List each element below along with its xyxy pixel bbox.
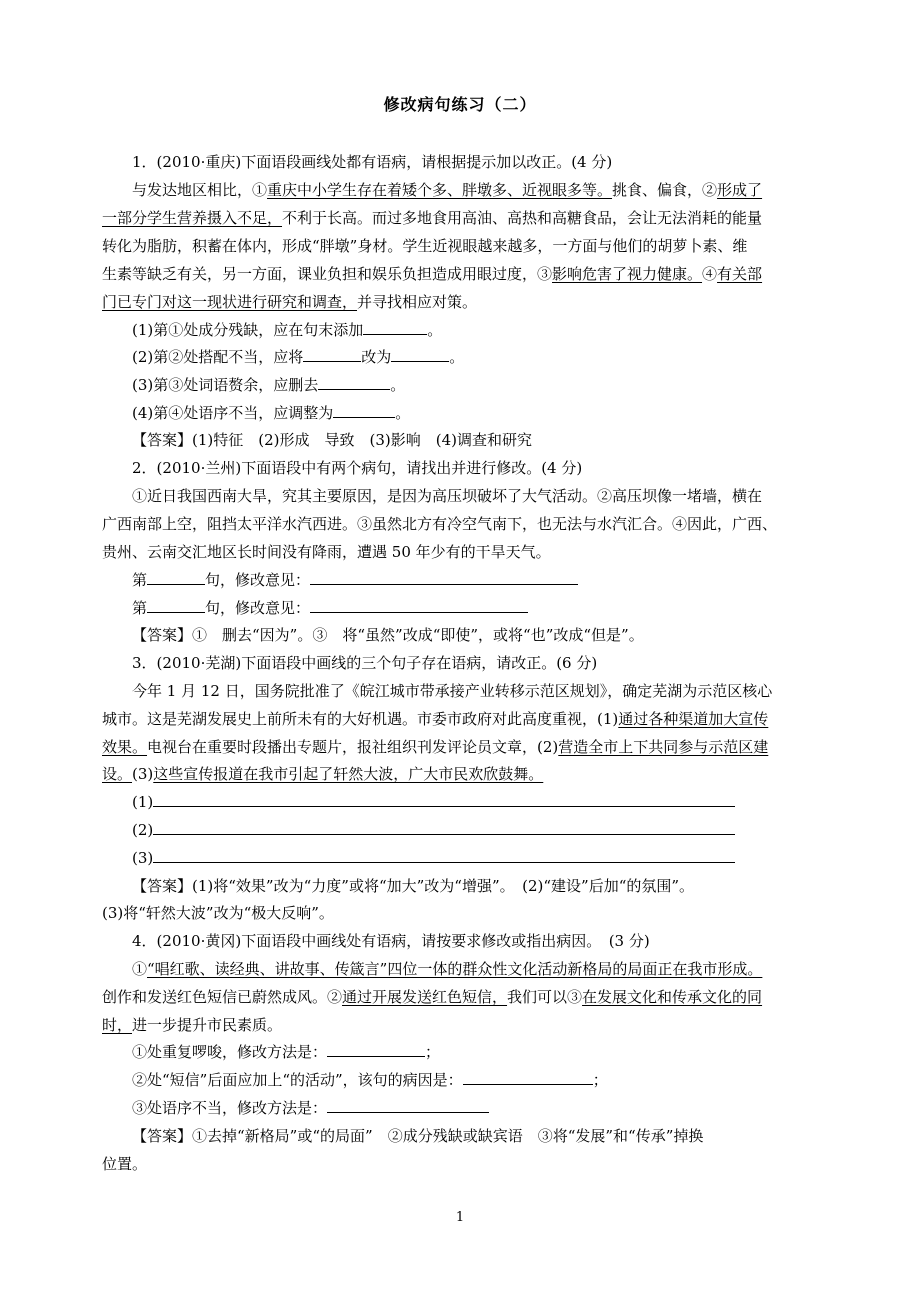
answer-blank[interactable] xyxy=(153,848,735,863)
q2-passage-line-3: 贵州、云南交汇地区长时间没有降雨，遭遇 50 年少有的干旱天气。 xyxy=(102,543,551,561)
q1-passage-line-4: 生素等缺乏有关，另一方面，课业负担和娱乐负担造成用眼过度，③影响危害了视力健康。④有关部 xyxy=(102,265,763,283)
q1-passage-line-5: 门已专门对这一现状进行研究和调查，并寻找相应对策。 xyxy=(102,293,478,311)
q1-passage-line-2: 一部分学生营养摄入不足，不利于长高。而过多地食用高油、高热和高糖食品，会让无法消耗的能量 xyxy=(102,209,763,227)
answer-blank[interactable] xyxy=(153,820,735,835)
q1-subquestion-1: (1)第①处成分残缺，应在句末添加 。 xyxy=(132,321,443,339)
q1-passage-line-1: 与发达地区相比，①重庆中小学生存在着矮个多、胖墩多、近视眼多等。挑食、偏食，②形成了 xyxy=(132,181,763,199)
q2-answer: 【答案】① 删去“因为”。③ 将“虽然”改成“即使”，或将“也”改成“但是”。 xyxy=(132,626,644,644)
answer-blank[interactable] xyxy=(333,403,395,418)
q3-passage-line-2: 城市。这是芜湖发展史上前所未有的大好机遇。市委市政府对此高度重视，(1)通过各种渠道加大宣传 xyxy=(102,710,769,728)
q4-heading: 4．(2010·黄冈)下面语段中画线处有语病，请按要求修改或指出病因。 (3 分) xyxy=(132,932,650,950)
q1-answer: 【答案】(1)特征 (2)形成 导致 (3)影响 (4)调查和研究 xyxy=(132,431,533,449)
q3-passage-line-4: 设。(3)这些宣传报道在我市引起了轩然大波，广大市民欢欣鼓舞。 xyxy=(102,765,544,783)
answer-blank[interactable] xyxy=(391,347,449,362)
q4-fill-line-1: ①处重复啰唆，修改方法是： ； xyxy=(132,1043,441,1061)
answer-blank[interactable] xyxy=(363,320,427,335)
q2-fill-line-2: 第 句，修改意见： xyxy=(132,598,852,618)
answer-blank[interactable] xyxy=(147,598,205,613)
answer-blank[interactable] xyxy=(147,570,205,585)
q4-answer-line-2: 位置。 xyxy=(102,1155,148,1173)
q3-heading: 3．(2010·芜湖)下面语段中画线的三个句子存在语病，请改正。(6 分) xyxy=(132,654,598,672)
answer-blank[interactable] xyxy=(327,1098,489,1113)
q3-fill-line-1: (1) xyxy=(132,792,852,812)
q3-answer-line-1: 【答案】(1)将“效果”改为“力度”或将“加大”改为“增强”。 (2)“建设”后加“的氛围”。 xyxy=(132,877,695,895)
q1-subquestion-2: (2)第②处搭配不当，应将 改为 。 xyxy=(132,348,465,366)
q4-fill-line-2: ②处“短信”后面应加上“的活动”，该句的病因是： ； xyxy=(132,1071,608,1089)
q4-passage-line-2: 创作和发送红色短信已蔚然成风。②通过开展发送红色短信，我们可以③在发展文化和传承文化的同 xyxy=(102,988,763,1006)
answer-blank[interactable] xyxy=(310,598,528,613)
answer-blank[interactable] xyxy=(153,792,735,807)
answer-blank[interactable] xyxy=(310,570,578,585)
page-title: 修改病句练习（二） xyxy=(383,95,537,114)
q3-answer-line-2: (3)将“轩然大波”改为“极大反响”。 xyxy=(102,904,334,922)
q2-passage-line-1: ①近日我国西南大旱，究其主要原因，是因为高压坝破坏了大气活动。②高压坝像一堵墙，横在 xyxy=(132,487,763,505)
q2-passage-line-2: 广西南部上空，阻挡太平洋水汽西进。③虽然北方有冷空气南下，也无法与水汽汇合。④因此，广西、 xyxy=(102,515,778,533)
q4-passage-line-3: 时，进一步提升市民素质。 xyxy=(102,1016,283,1034)
answer-blank[interactable] xyxy=(327,1042,425,1057)
q3-passage-line-1: 今年 1 月 12 日，国务院批准了《皖江城市带承接产业转移示范区规划》，确定芜湖为示范区核心 xyxy=(132,682,773,700)
answer-blank[interactable] xyxy=(303,347,361,362)
q1-subquestion-4: (4)第④处语序不当，应调整为 。 xyxy=(132,404,411,422)
q3-fill-line-3: (3) xyxy=(132,848,852,868)
q3-passage-line-3: 效果。电视台在重要时段播出专题片，报社组织刊发评论员文章，(2)营造全市上下共同参与示范区建 xyxy=(102,738,769,756)
q3-fill-line-2: (2) xyxy=(132,820,852,840)
q4-passage-line-1: ①“唱红歌、读经典、讲故事、传箴言”四位一体的群众性文化活动新格局的局面正在我市形成。 xyxy=(132,960,763,978)
q2-fill-line-1: 第 句，修改意见： xyxy=(132,570,852,590)
q4-fill-line-3: ③处语序不当，修改方法是： xyxy=(132,1098,852,1118)
q1-subquestion-3: (3)第③处词语赘余，应删去 。 xyxy=(132,376,406,394)
page-number: 1 xyxy=(455,1210,465,1225)
answer-blank[interactable] xyxy=(463,1070,593,1085)
q4-answer-line-1: 【答案】①去掉“新格局”或“的局面” ②成分残缺或缺宾语 ③将“发展”和“传承”掉换 xyxy=(132,1127,704,1145)
q1-passage-line-3: 转化为脂肪，积蓄在体内，形成“胖墩”身材。学生近视眼越来越多，一方面与他们的胡萝卜素、维 xyxy=(102,237,748,255)
answer-blank[interactable] xyxy=(318,375,390,390)
q2-heading: 2．(2010·兰州)下面语段中有两个病句，请找出并进行修改。(4 分) xyxy=(132,459,583,477)
q1-heading: 1．(2010·重庆)下面语段画线处都有语病，请根据提示加以改正。(4 分) xyxy=(132,153,613,171)
